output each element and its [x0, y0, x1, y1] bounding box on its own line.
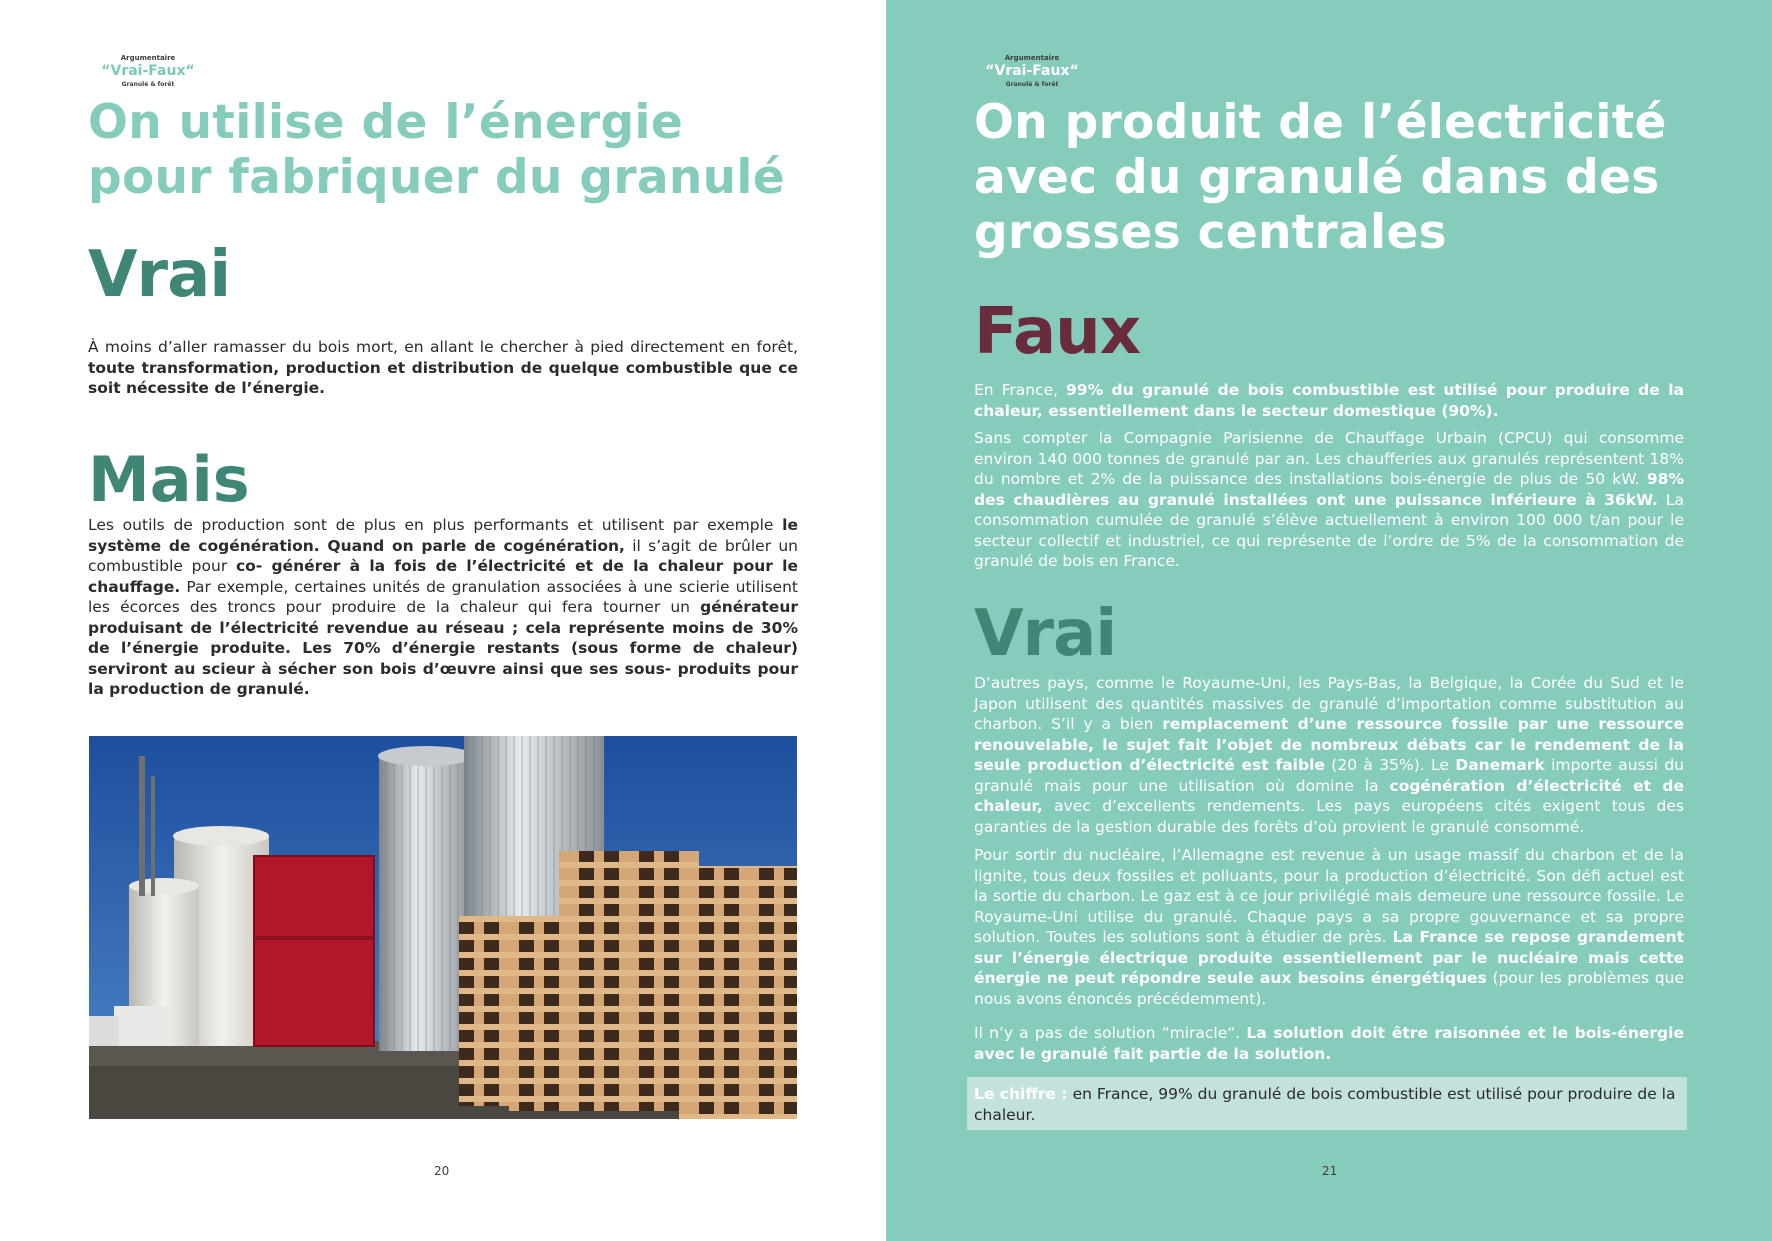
bold-run: remplacement d’une ressource fossile par une ressource renouvelable, le sujet fait l’objet de nombreux débats car le rendement de la seule production d’électricité est faible [974, 715, 1684, 774]
text-run: Les outils de production sont de plus en plus performants et utilisent par exemple [88, 516, 783, 534]
verdict-vrai: Vrai [88, 238, 231, 312]
title-line: On utilise de l’énergie [88, 95, 684, 150]
right-page [886, 0, 1772, 1241]
mais-heading: Mais [88, 443, 250, 516]
text-run: En France, [974, 381, 1067, 399]
bold-run: 98% des chaudières au granulé installées ont une puissance inférieure à 36kW. [974, 470, 1684, 509]
vrai-paragraph-1 [974, 673, 1684, 837]
text-run: La consommation cumulée de granulé s’élève actuellement à environ 100 000 t/an pour le secteur collectif et industriel, ce qui représente de l’ordre de 5% de la consommation de granulé de bois en France. [974, 490, 1685, 570]
text-run: en France, 99% du granulé de bois combustible est utilisé pour produire de la chaleur. [974, 1085, 1676, 1124]
text-run: Il n’y a pas de solution “miracle“. [974, 1024, 1247, 1042]
text-run: Pour sortir du nucléaire, l’Allemagne est revenue à un usage massif du charbon et de la lignite, tous deux fossiles et polluants, pour la production d’électricité. Son défi actuel est la sortie du charbon. Le gaz est à ce jour privilégié mais demeure une ressource fossile. Le Royaume-Uni utilise du granulé. Chaque pays a sa propre gouvernance et sa propre solution. Toutes les solutions sont à étudier de près. [974, 846, 1684, 946]
bold-run: le système de cogénération. Quand on parle de cogénération, [88, 516, 798, 555]
bold-run: cogénération d’électricité et de chaleur, [974, 776, 1684, 815]
brand-line-1: Argumentaire [1004, 54, 1060, 62]
bold-run: co- générer à la fois de l’électricité et de la chaleur pour le chauffage. [88, 557, 798, 596]
brand-line-1: Argumentaire [120, 54, 176, 62]
text-run: (20 à 35%). Le [1324, 756, 1456, 774]
title-line: avec du granulé dans des [974, 150, 1660, 205]
verdict-vrai: Vrai [974, 597, 1117, 671]
title-line: On produit de l’électricité [974, 95, 1667, 150]
brand-line-2: “Vrai-Faux“ [985, 63, 1079, 79]
bold-run: Danemark [1455, 756, 1545, 774]
text-run: (pour les problèmes que nous avons énoncés précédemment). [974, 969, 1685, 1008]
bold-run: générateur produisant de l’électricité revendue au réseau ; cela représente moins de 30% de l’énergie produite. Les 70% d’énergie restants (sous forme de chaleur) serviront au scieur à sécher son bois d’œuvre ainsi que ses sous- produits pour la production de granulé. [88, 598, 798, 698]
text-run: Par exemple, certaines unités de granulation associées à une scierie utilisent les écorces des troncs pour produire de la chaleur qui fera tourner un [88, 577, 798, 616]
bold-run: toute transformation, production et distribution de quelque combustible que ce soit nécessite de l’énergie. [88, 358, 798, 397]
vrai-paragraph-2 [974, 845, 1684, 1009]
key-figure-label: Le chiffre : [974, 1085, 1068, 1103]
bold-run: La solution doit être raisonnée et le bois-énergie avec le granulé fait partie de la solution. [974, 1024, 1684, 1063]
title-line: grosses centrales [974, 205, 1447, 260]
brand-logo [88, 53, 208, 89]
text-run: À moins d’aller ramasser du bois mort, en allant le chercher à pied directement en forêt, [88, 338, 798, 356]
page-number: 20 [434, 1164, 450, 1178]
text-run: il s’agit de brûler un combustible pour [88, 536, 799, 575]
verdict-faux: Faux [974, 295, 1140, 369]
text-run: Sans compter la Compagnie Parisienne de Chauffage Urbain (CPCU) qui consomme environ 140 000 tonnes de granulé par an. Les chaufferies aux granulés représentent 18% du nombre et 2% de la puissance des installations bois-énergie de plus de 50 kW. [974, 429, 1684, 488]
brand-logo [972, 53, 1092, 89]
page-number: 21 [1322, 1164, 1338, 1178]
key-figure-text [974, 1084, 1684, 1125]
intro-paragraph [88, 337, 798, 399]
faux-paragraph-1 [974, 380, 1684, 421]
text-run: avec d’excellents rendements. Les pays européens cités exigent tous des garanties de la gestion durable des forêts d’où provient le granulé consommé. [974, 797, 1684, 836]
brand-line-3: Granulé & forêt [1005, 81, 1059, 88]
text-run: D’autres pays, comme le Royaume-Uni, les Pays-Bas, la Belgique, la Corée du Sud et le Japon utilisent des quantités massives de granulé d’importation comme substitution au charbon. S’il y a bien [974, 674, 1684, 733]
page-title [974, 95, 1734, 260]
brand-line-3: Granulé & forêt [121, 81, 175, 88]
mais-paragraph [88, 515, 798, 700]
title-line: pour fabriquer du granulé [88, 150, 785, 205]
faux-paragraph-2 [974, 428, 1684, 572]
bold-run: 99% du granulé de bois combustible est utilisé pour produire de la chaleur, essentiellement dans le secteur domestique (90%). [974, 381, 1684, 420]
vrai-paragraph-3 [974, 1023, 1684, 1064]
brand-line-2: “Vrai-Faux“ [101, 63, 195, 79]
pellet-plant-photo [89, 736, 797, 1119]
page-title [88, 95, 848, 205]
text-run: importe aussi du granulé mais pour une utilisation où domine la [974, 756, 1685, 795]
bold-run: La France se repose grandement sur l’énergie électrique produite essentiellement par le nucléaire mais cette énergie ne peut répondre seule aux besoins énergétiques [974, 928, 1684, 987]
